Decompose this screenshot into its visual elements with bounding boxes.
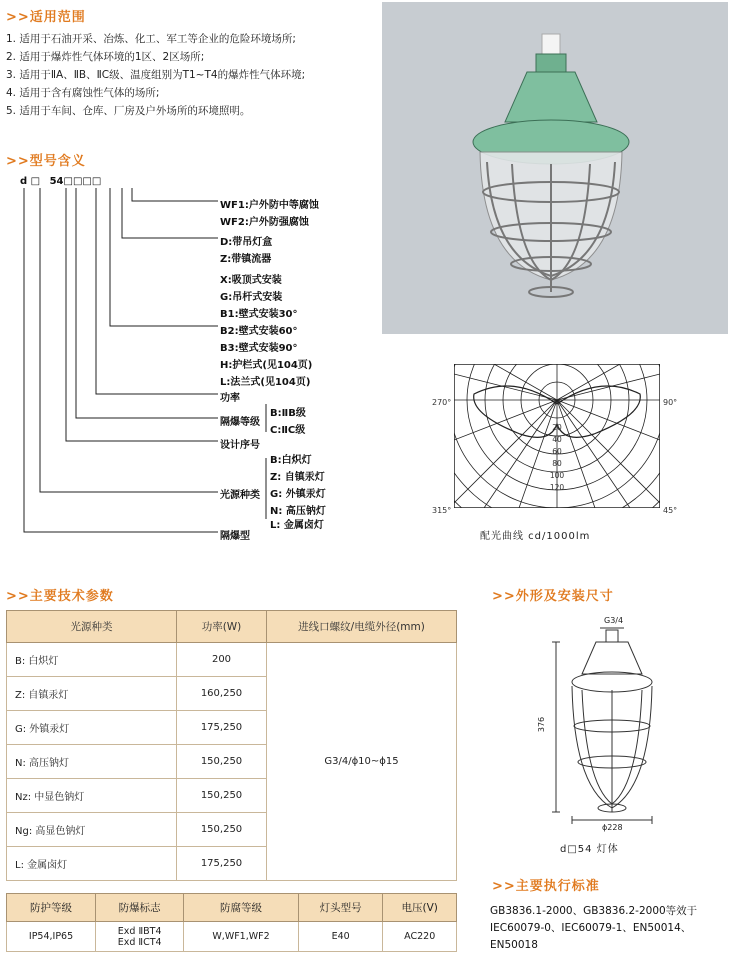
cell-source: Z: 自镇汞灯 [7, 677, 177, 711]
label-explo: 隔爆型 [220, 531, 250, 542]
label-b3: B3:壁式安装90° [220, 343, 298, 354]
usage-item: 3. 适用于ⅡA、ⅡB、ⅡC级、温度组别为T1~T4的爆炸性气体环境; [6, 69, 306, 81]
dimension-drawing [520, 616, 670, 838]
params-title: >>主要技术参数 [6, 589, 114, 604]
polar-angle-90: 90° [663, 398, 678, 407]
model-code-diagram [0, 176, 380, 556]
ring-label: 40 [552, 435, 562, 444]
usage-list [6, 30, 305, 120]
col-power: 功率(W) [177, 611, 267, 643]
label-src-b: B:白炽灯 [270, 455, 312, 466]
cell-anti: W,WF1,WF2 [184, 922, 299, 952]
label-b1: B1:壁式安装30° [220, 309, 298, 320]
cell-source: Nz: 中显色钠灯 [7, 779, 177, 813]
mark-line: Exd ⅡCT4 [117, 936, 162, 948]
label-src: 光源种类 [220, 490, 260, 501]
code-d: d [20, 176, 28, 187]
ring-label: 80 [552, 459, 562, 468]
lamp-illustration [382, 2, 728, 334]
label-wf2: WF2:户外防强腐蚀 [220, 217, 309, 228]
cell-power: 200 [177, 643, 267, 677]
cell-power: 150,250 [177, 745, 267, 779]
label-grade-b: B:ⅡB级 [270, 408, 306, 419]
label-src-l: L: 金属卤灯 [270, 520, 324, 531]
cell-thread: G3/4/ɸ10~ɸ15 [267, 643, 457, 881]
model-code-line [20, 176, 101, 187]
cell-power: 175,250 [177, 847, 267, 881]
cell-source: G: 外镇汞灯 [7, 711, 177, 745]
label-src-n: N: 高压钠灯 [270, 506, 326, 517]
cell-power: 160,250 [177, 677, 267, 711]
col-source: 光源种类 [7, 611, 177, 643]
col-volt: 电压(V) [383, 894, 457, 922]
label-x: X:吸顶式安装 [220, 275, 282, 286]
label-design: 设计序号 [220, 440, 260, 451]
col-thread: 进线口螺纹/电缆外径(mm) [267, 611, 457, 643]
label-z: Z:带镇流器 [220, 254, 272, 265]
table-row [7, 922, 457, 952]
code-box: □ [72, 176, 83, 187]
label-src-z: Z: 自镇汞灯 [270, 472, 325, 483]
col-ip: 防护等级 [7, 894, 96, 922]
label-src-g: G: 外镇汞灯 [270, 489, 326, 500]
cell-cap: E40 [298, 922, 383, 952]
dim-thread: G3/4 [604, 616, 624, 625]
ring-label: 100 [549, 471, 565, 480]
col-cap: 灯头型号 [298, 894, 383, 922]
dim-diameter: ɸ228 [602, 823, 623, 832]
product-photo [382, 2, 728, 334]
code-box: □ [82, 176, 92, 187]
label-grade-c: C:ⅡC级 [270, 425, 306, 436]
polar-chart [454, 364, 660, 508]
dimension-caption: d□54 灯体 [560, 844, 619, 855]
params-table [6, 610, 457, 881]
label-d: D:带吊灯盒 [220, 237, 273, 248]
cell-power: 150,250 [177, 813, 267, 847]
col-mark: 防爆标志 [96, 894, 184, 922]
code-54: 54 [49, 176, 64, 187]
scope-title: >>适用范围 [6, 10, 86, 25]
cell-source: N: 高压钠灯 [7, 745, 177, 779]
dim-height: 376 [537, 716, 547, 733]
label-wf1: WF1:户外防中等腐蚀 [220, 200, 319, 211]
code-box: □ [63, 176, 73, 187]
cell-source: Ng: 高显色钠灯 [7, 813, 177, 847]
usage-item: 4. 适用于含有腐蚀性气体的场所; [6, 87, 160, 99]
code-box: □ [30, 176, 41, 187]
polar-caption: 配光曲线 cd/1000lm [480, 531, 591, 542]
cell-volt: AC220 [383, 922, 457, 952]
cell-source: L: 金属卤灯 [7, 847, 177, 881]
usage-item: 1. 适用于石油开采、冶炼、化工、军工等企业的危险环境场所; [6, 33, 296, 45]
label-b2: B2:壁式安装60° [220, 326, 298, 337]
col-anti: 防腐等级 [184, 894, 299, 922]
spec-table [6, 893, 457, 952]
standards-text: GB3836.1-2000、GB3836.2-2000等效于IEC60079-0、IEC60079-1、EN50014、EN50018 [490, 905, 698, 951]
polar-angle-45: 45° [663, 506, 678, 515]
polar-angle-270: 270° [432, 398, 452, 407]
ring-label: 120 [549, 483, 565, 492]
cell-power: 150,250 [177, 779, 267, 813]
label-l: L:法兰式(见104页) [220, 377, 311, 388]
cell-power: 175,250 [177, 711, 267, 745]
cell-ip: IP54,IP65 [7, 922, 96, 952]
cell-source: B: 白炽灯 [7, 643, 177, 677]
mark-line: Exd ⅡBT4 [117, 925, 162, 937]
label-grade: 隔爆等级 [220, 417, 260, 428]
standards-title: >>主要执行标准 [492, 879, 600, 894]
cell-mark [96, 922, 184, 952]
ring-label: 60 [552, 447, 562, 456]
usage-item: 5. 适用于车间、仓库、厂房及户外场所的环境照明。 [6, 105, 251, 117]
polar-ring-labels [546, 422, 568, 494]
label-g: G:吊杆式安装 [220, 292, 283, 303]
ring-label: 20 [552, 423, 562, 432]
polar-angle-315: 315° [432, 506, 452, 515]
label-power: 功率 [220, 393, 240, 404]
dims-title: >>外形及安装尺寸 [492, 589, 614, 604]
table-row [7, 643, 457, 677]
model-title: >>型号含义 [6, 154, 86, 169]
code-box: □ [91, 176, 102, 187]
usage-item: 2. 适用于爆炸性气体环境的1区、2区场所; [6, 51, 205, 63]
label-h: H:护栏式(见104页) [220, 360, 313, 371]
